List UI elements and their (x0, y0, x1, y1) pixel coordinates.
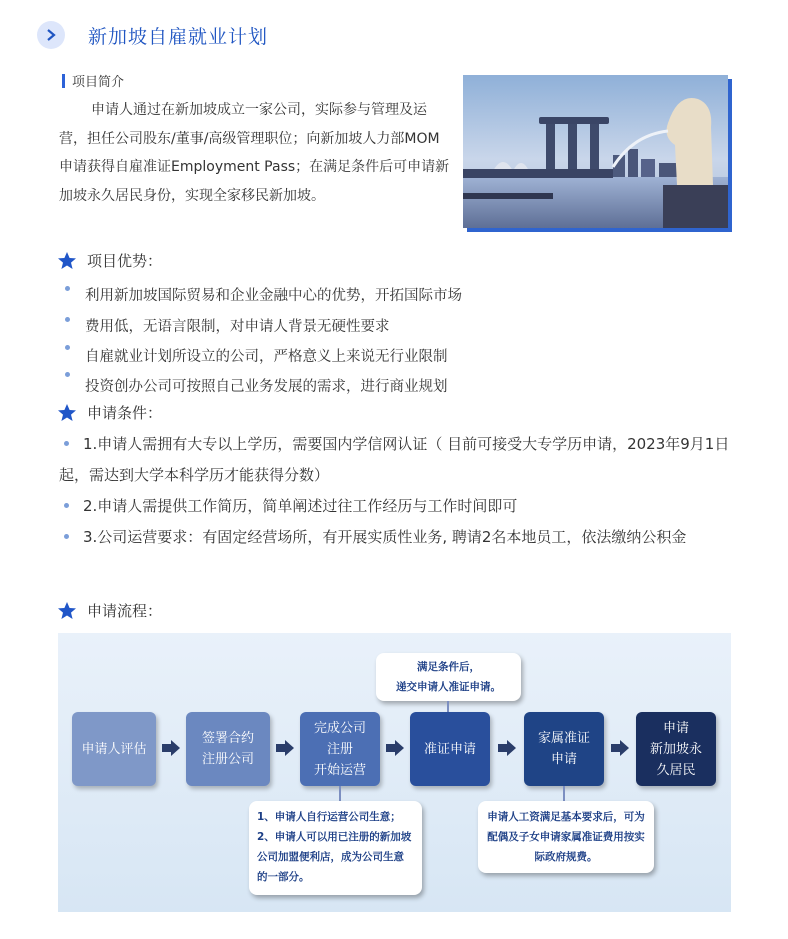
conditions-heading (57, 402, 162, 423)
arrow-right-icon (386, 740, 404, 756)
advantage-text: 费用低，无语言限制，对申请人背景无硬性要求 (85, 319, 390, 335)
bullet-icon (64, 503, 69, 508)
advantages-title: 项目优势： (87, 252, 163, 270)
page-header (37, 18, 268, 52)
note-left: 1、申请人自行运营公司生意； 2、申请人可以用已注册的新加坡公司加盟便利店，成为公司生意的一部分。 (249, 801, 422, 895)
bullet-icon (65, 317, 70, 322)
advantage-text: 投资创办公司可按照自己业务发展的需求，进行商业规划 (85, 379, 448, 395)
arrow-right-icon (498, 740, 516, 756)
bullet-icon (64, 441, 69, 446)
bullet-icon (65, 345, 70, 350)
star-icon (57, 601, 77, 621)
conditions-title: 申请条件： (87, 404, 163, 422)
intro-subtitle-text: 项目简介 (72, 75, 125, 90)
condition-text: 1.申请人需拥有大专以上学历，需要国内学信网认证（ 目前可接受大专学历申请，2023年9月1日起，需达到大学本科学历才能获得分数） (59, 435, 730, 484)
star-icon (57, 251, 77, 271)
process-title: 申请流程： (87, 602, 163, 620)
step-1-box: 申请人评估 (72, 712, 156, 786)
arrow-right-icon (162, 740, 180, 756)
step-4-box: 准证申请 (410, 712, 490, 786)
connector-line (563, 786, 565, 801)
note-top: 满足条件后， 递交申请人准证申请。 (376, 653, 521, 701)
intro-subtitle (62, 71, 124, 90)
condition-item (59, 522, 734, 553)
bullet-icon (65, 372, 70, 377)
bullet-icon (65, 286, 70, 291)
singapore-skyline-image (463, 75, 728, 228)
note-right: 申请人工资满足基本要求后，可为配偶及子女申请家属准证费用按实际政府规费。 (478, 801, 654, 873)
bullet-icon (64, 534, 69, 539)
advantages-heading (57, 250, 162, 271)
condition-text: 2.申请人需提供工作简历，简单阐述过往工作经历与工作时间即可 (83, 497, 518, 515)
arrow-right-icon (611, 740, 629, 756)
subtitle-bar (62, 74, 65, 88)
advantage-text: 自雇就业计划所设立的公司，严格意义上来说无行业限制 (85, 349, 448, 365)
step-3-box: 完成公司 注册 开始运营 (300, 712, 380, 786)
arrow-right-icon (276, 740, 294, 756)
condition-item (59, 429, 734, 491)
chevron-right-icon (37, 21, 65, 49)
process-heading (57, 600, 162, 621)
page-title: 新加坡自雇就业计划 (88, 25, 269, 48)
intro-text: 申请人通过在新加坡成立一家公司，实际参与管理及运营，担任公司股东/董事/高级管理职位；向新加坡人力部MOM申请获得自雇准证Employment Pass；在满足条件后可申请新加坡永久居民身份，实现全家移民新加坡。 (59, 102, 450, 204)
condition-item (59, 491, 734, 522)
step-2-box: 签署合约 注册公司 (186, 712, 270, 786)
step-6-box: 申请 新加坡永 久居民 (636, 712, 716, 786)
connector-line (339, 786, 341, 801)
step-5-box: 家属准证 申请 (524, 712, 604, 786)
process-flowchart (58, 633, 731, 912)
advantage-text: 利用新加坡国际贸易和企业金融中心的优势，开拓国际市场 (85, 288, 462, 304)
star-icon (57, 403, 77, 423)
condition-text: 3.公司运营要求：有固定经营场所，有开展实质性业务, 聘请2名本地员工，依法缴纳公积金 (83, 528, 687, 546)
